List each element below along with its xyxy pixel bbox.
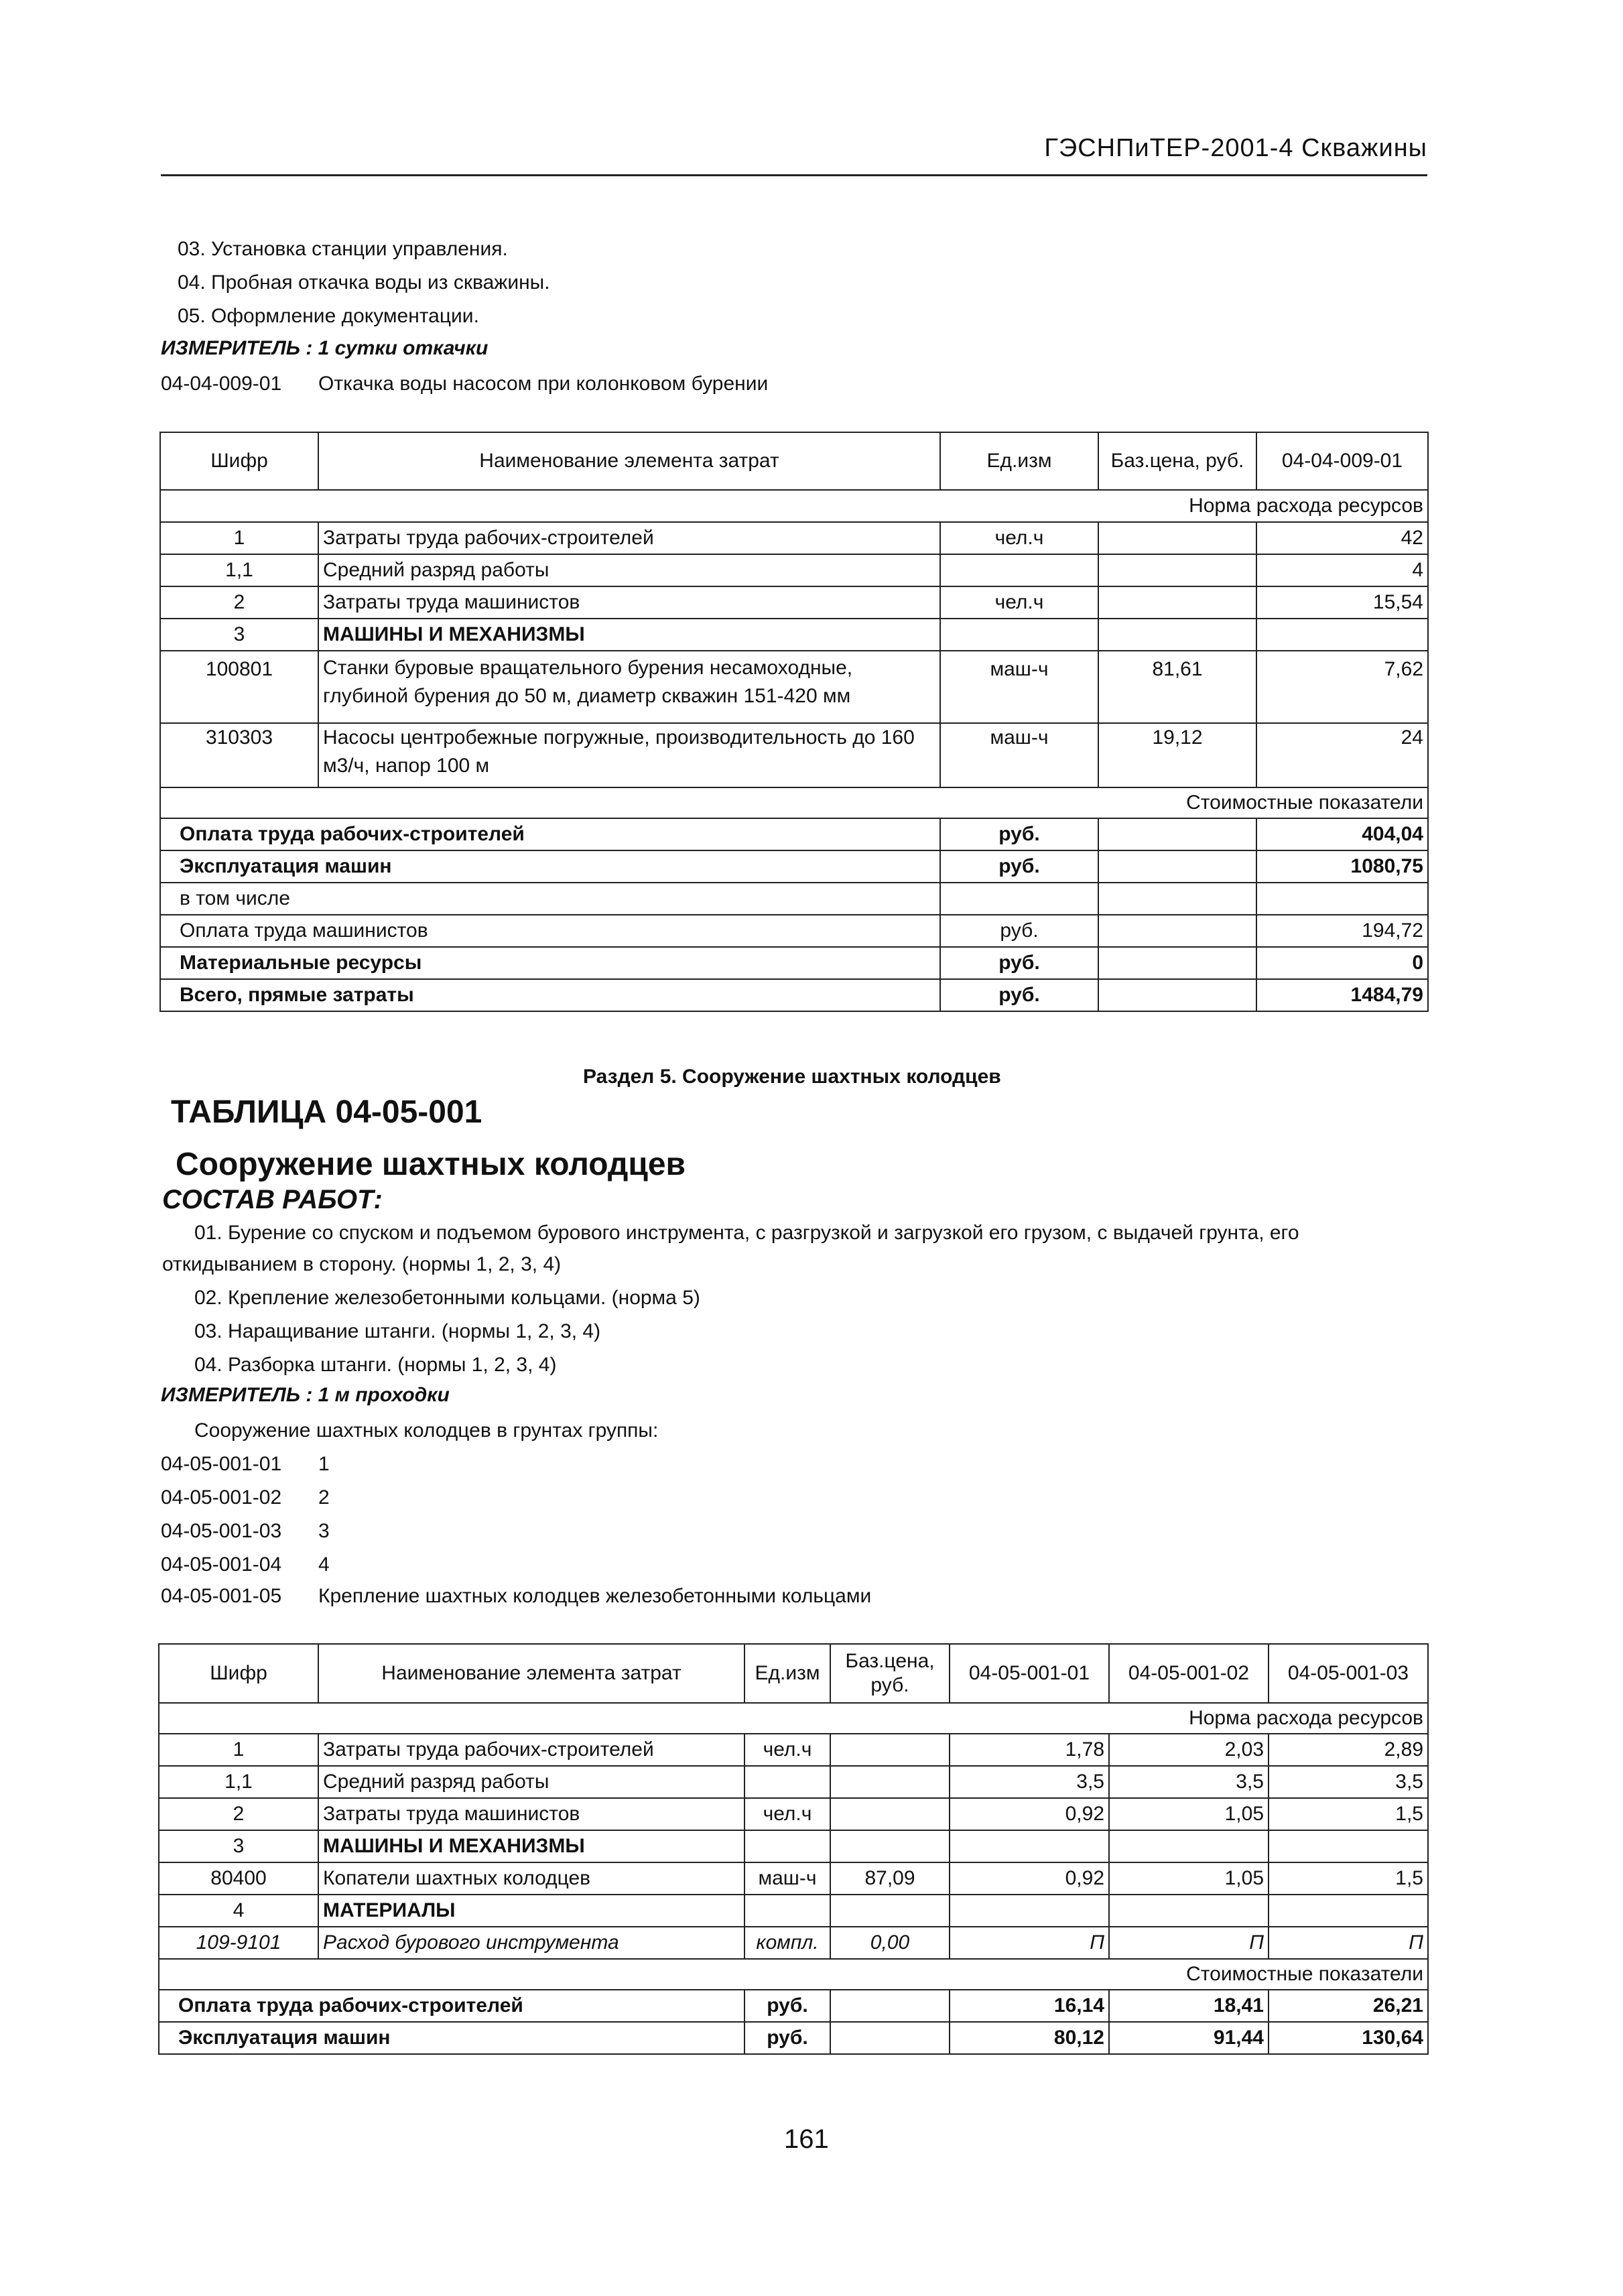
code-value: 04-05-001-02 — [161, 1486, 282, 1509]
cost-value: 80,12 — [950, 2022, 1109, 2054]
table-row — [160, 619, 1428, 651]
code-value: 04-05-001-01 — [161, 1453, 282, 1475]
table-subtitle: Сооружение шахтных колодцев — [176, 1147, 686, 1182]
cell-code: 4 — [159, 1895, 318, 1927]
cell-price: 19,12 — [1098, 723, 1256, 787]
cost-label: Стоимостные показатели — [159, 1959, 1428, 1990]
cost-value: 91,44 — [1109, 2022, 1269, 2054]
cell-code: 3 — [160, 619, 318, 651]
cost-unit: руб. — [744, 2022, 830, 2054]
cell-code: 109-9101 — [159, 1927, 318, 1959]
norms-table-1 — [159, 432, 1429, 1012]
cost-value: 18,41 — [1109, 1990, 1269, 2022]
norm-label-row — [160, 490, 1428, 522]
code-description: Крепление шахтных колодцев железобетонными кольцами — [318, 1585, 872, 1607]
table-header-row — [159, 1644, 1428, 1703]
cell-price: 87,09 — [830, 1862, 950, 1895]
cost-name: Всего, прямые затраты — [160, 979, 940, 1011]
cell-code: 2 — [160, 586, 318, 619]
cost-value: 16,14 — [950, 1990, 1109, 2022]
header-unit: Ед.изм — [744, 1644, 830, 1703]
header-unit: Ед.изм — [940, 432, 1098, 490]
cell-name: Затраты труда машинистов — [318, 586, 940, 619]
cell-code: 2 — [159, 1798, 318, 1830]
code-line — [161, 1453, 330, 1476]
cost-unit: руб. — [940, 979, 1098, 1011]
code-description: 1 — [318, 1453, 330, 1475]
cell-unit: маш-ч — [940, 651, 1098, 723]
cost-name: Эксплуатация машин — [160, 850, 940, 883]
cell-value — [950, 1830, 1109, 1862]
table-row — [159, 1798, 1428, 1830]
cell-value: 2,03 — [1109, 1734, 1269, 1766]
cell-unit: чел.ч — [744, 1734, 830, 1766]
cell-value: 7,62 — [1256, 651, 1428, 723]
measure-unit-2: ИЗМЕРИТЕЛЬ : 1 м проходки — [161, 1384, 450, 1406]
cell-unit: маш-ч — [940, 723, 1098, 787]
cost-label-row — [159, 1959, 1428, 1990]
cell-unit — [744, 1830, 830, 1862]
cost-unit: руб. — [940, 818, 1098, 850]
table-row — [160, 522, 1428, 554]
cell-code: 80400 — [159, 1862, 318, 1895]
cell-unit: чел.ч — [940, 522, 1098, 554]
cost-name: Оплата труда рабочих-строителей — [160, 818, 940, 850]
cell-unit: маш-ч — [744, 1862, 830, 1895]
code-description: 4 — [318, 1553, 330, 1576]
table-row — [160, 586, 1428, 619]
header-name: Наименование элемента затрат — [318, 1644, 744, 1703]
cell-price — [830, 1734, 950, 1766]
running-header: ГЭСНПиТЕР-2001-4 Скважины — [161, 134, 1427, 176]
cell-price — [1098, 522, 1256, 554]
cell-name: Насосы центробежные погружные, производительность до 160 м3/ч, напор 100 м — [318, 723, 940, 787]
cell-price — [830, 1895, 950, 1927]
cell-price — [830, 1830, 950, 1862]
table-row — [159, 1895, 1428, 1927]
cell-code: 3 — [159, 1830, 318, 1862]
measure-unit-1: ИЗМЕРИТЕЛЬ : 1 сутки откачки — [161, 337, 489, 359]
cell-price — [830, 1798, 950, 1830]
cost-unit — [940, 883, 1098, 915]
table-row — [160, 651, 1428, 723]
code-value: 04-05-001-03 — [161, 1520, 282, 1542]
cost-row — [159, 2022, 1428, 2054]
code-line — [161, 1553, 330, 1576]
table-row — [159, 1862, 1428, 1895]
table-row — [159, 1927, 1428, 1959]
work-item-01: 01. Бурение со спуском и подъемом бурового инструмента, с разгрузкой и загрузкой его грузом, с выдачей грунта, его — [194, 1222, 1299, 1244]
norms-table-2 — [158, 1643, 1429, 2055]
cell-name: Расход бурового инструмента — [318, 1927, 744, 1959]
cell-code: 1,1 — [160, 554, 318, 586]
cost-row — [160, 947, 1428, 979]
cost-unit: руб. — [940, 915, 1098, 947]
cell-value — [1256, 619, 1428, 651]
table-title: ТАБЛИЦА 04-05-001 — [171, 1094, 482, 1130]
header-norm-code-1: 04-05-001-01 — [950, 1644, 1109, 1703]
table-row — [159, 1766, 1428, 1798]
section-title: Раздел 5. Сооружение шахтных колодцев — [583, 1066, 1001, 1088]
code-value: 04-05-001-05 — [161, 1585, 282, 1607]
cost-value: 404,04 — [1256, 818, 1428, 850]
cost-unit: руб. — [940, 947, 1098, 979]
cell-unit — [940, 554, 1098, 586]
cell-value: 0,92 — [950, 1798, 1109, 1830]
cell-price: 0,00 — [830, 1927, 950, 1959]
cell-value: П — [950, 1927, 1109, 1959]
cell-value: 3,5 — [950, 1766, 1109, 1798]
cell-name: МАШИНЫ И МЕХАНИЗМЫ — [318, 1830, 744, 1862]
cell-value — [950, 1895, 1109, 1927]
cell-value: 3,5 — [1269, 1766, 1428, 1798]
cell-value: 42 — [1256, 522, 1428, 554]
cost-row — [160, 818, 1428, 850]
cell-unit — [744, 1766, 830, 1798]
cell-name: Затраты труда рабочих-строителей — [318, 1734, 744, 1766]
cell-unit — [940, 619, 1098, 651]
cost-value: 0 — [1256, 947, 1428, 979]
cell-value: 1,5 — [1269, 1798, 1428, 1830]
cell-value: 3,5 — [1109, 1766, 1269, 1798]
code-description: Откачка воды насосом при колонковом бурении — [318, 373, 769, 395]
header-price: Баз.цена, руб. — [1098, 432, 1256, 490]
cost-name: Эксплуатация машин — [159, 2022, 744, 2054]
code-value: 04-04-009-01 — [161, 373, 282, 395]
work-item-04b: 04. Разборка штанги. (нормы 1, 2, 3, 4) — [194, 1354, 557, 1376]
code-line — [161, 1585, 872, 1608]
cost-name: Материальные ресурсы — [160, 947, 940, 979]
cell-name: Затраты труда машинистов — [318, 1798, 744, 1830]
cell-code: 1 — [160, 522, 318, 554]
cell-price — [1098, 586, 1256, 619]
code-description: 2 — [318, 1486, 330, 1509]
table-row — [160, 723, 1428, 787]
norm-label: Норма расхода ресурсов — [160, 490, 1428, 522]
code-line-1 — [161, 373, 769, 395]
work-item-05: 05. Оформление документации. — [178, 305, 479, 327]
code-line — [161, 1486, 330, 1509]
cell-price — [830, 1766, 950, 1798]
cost-value: 194,72 — [1256, 915, 1428, 947]
cell-unit — [744, 1895, 830, 1927]
cell-value: 24 — [1256, 723, 1428, 787]
header-name: Наименование элемента затрат — [318, 432, 940, 490]
cost-name: в том числе — [160, 883, 940, 915]
cost-name: Оплата труда машинистов — [160, 915, 940, 947]
cell-unit: компл. — [744, 1927, 830, 1959]
cell-price — [1098, 619, 1256, 651]
cost-value: 1484,79 — [1256, 979, 1428, 1011]
cost-row — [160, 883, 1428, 915]
cell-value — [1109, 1830, 1269, 1862]
cell-name: Средний разряд работы — [318, 554, 940, 586]
page-number: 161 — [784, 2124, 829, 2154]
cell-price — [1098, 554, 1256, 586]
code-description: 3 — [318, 1520, 330, 1542]
cost-label: Стоимостные показатели — [160, 787, 1428, 818]
header-norm-code-3: 04-05-001-03 — [1269, 1644, 1428, 1703]
cost-value: 26,21 — [1269, 1990, 1428, 2022]
cell-unit: чел.ч — [940, 586, 1098, 619]
header-price: Баз.цена, руб. — [830, 1644, 950, 1703]
cell-value: 4 — [1256, 554, 1428, 586]
table-row — [159, 1830, 1428, 1862]
cost-value: 130,64 — [1269, 2022, 1428, 2054]
cell-price: 81,61 — [1098, 651, 1256, 723]
header-code: Шифр — [160, 432, 318, 490]
cell-code: 100801 — [160, 651, 318, 723]
cell-code: 1,1 — [159, 1766, 318, 1798]
cell-name: Средний разряд работы — [318, 1766, 744, 1798]
header-norm-code: 04-04-009-01 — [1256, 432, 1428, 490]
work-item-03b: 03. Наращивание штанги. (нормы 1, 2, 3, 4) — [194, 1320, 601, 1342]
cell-value: П — [1269, 1927, 1428, 1959]
cost-label-row — [160, 787, 1428, 818]
cell-name: МАТЕРИАЛЫ — [318, 1895, 744, 1927]
table-row — [160, 554, 1428, 586]
cost-row — [159, 1990, 1428, 2022]
cell-value: 1,05 — [1109, 1862, 1269, 1895]
work-item-02: 02. Крепление железобетонными кольцами. (норма 5) — [194, 1287, 700, 1309]
header-code: Шифр — [159, 1644, 318, 1703]
cell-value: 1,05 — [1109, 1798, 1269, 1830]
cell-value: 2,89 — [1269, 1734, 1428, 1766]
code-value: 04-05-001-04 — [161, 1553, 282, 1576]
cell-value — [1269, 1830, 1428, 1862]
cost-value — [1256, 883, 1428, 915]
work-item-01-cont: откидыванием в сторону. (нормы 1, 2, 3, 4) — [162, 1253, 562, 1275]
cell-value: 1,5 — [1269, 1862, 1428, 1895]
norm-label-row — [159, 1703, 1428, 1734]
norm-label: Норма расхода ресурсов — [159, 1703, 1428, 1734]
cost-row — [160, 979, 1428, 1011]
cell-value — [1109, 1895, 1269, 1927]
table-header-row — [160, 432, 1428, 490]
cell-code: 1 — [159, 1734, 318, 1766]
cell-value: 1,78 — [950, 1734, 1109, 1766]
cell-unit: чел.ч — [744, 1798, 830, 1830]
work-item-03: 03. Установка станции управления. — [178, 238, 508, 260]
table-row — [159, 1734, 1428, 1766]
cell-name: Станки буровые вращательного бурения несамоходные, глубиной бурения до 50 м, диаметр скважин 151-420 мм — [318, 651, 940, 723]
header-norm-code-2: 04-05-001-02 — [1109, 1644, 1269, 1703]
code-line — [161, 1520, 330, 1543]
cell-value: П — [1109, 1927, 1269, 1959]
cost-value: 1080,75 — [1256, 850, 1428, 883]
group-intro: Сооружение шахтных колодцев в грунтах группы: — [194, 1419, 659, 1442]
cost-name: Оплата труда рабочих-строителей — [159, 1990, 744, 2022]
cell-name: МАШИНЫ И МЕХАНИЗМЫ — [318, 619, 940, 651]
cost-row — [160, 850, 1428, 883]
work-composition-heading: СОСТАВ РАБОТ: — [162, 1185, 383, 1214]
work-item-04: 04. Пробная откачка воды из скважины. — [178, 271, 550, 294]
cell-code: 310303 — [160, 723, 318, 787]
cell-name: Затраты труда рабочих-строителей — [318, 522, 940, 554]
cost-unit: руб. — [744, 1990, 830, 2022]
cell-value: 0,92 — [950, 1862, 1109, 1895]
cost-unit: руб. — [940, 850, 1098, 883]
cell-name: Копатели шахтных колодцев — [318, 1862, 744, 1895]
cell-value: 15,54 — [1256, 586, 1428, 619]
cost-row — [160, 915, 1428, 947]
cell-value — [1269, 1895, 1428, 1927]
